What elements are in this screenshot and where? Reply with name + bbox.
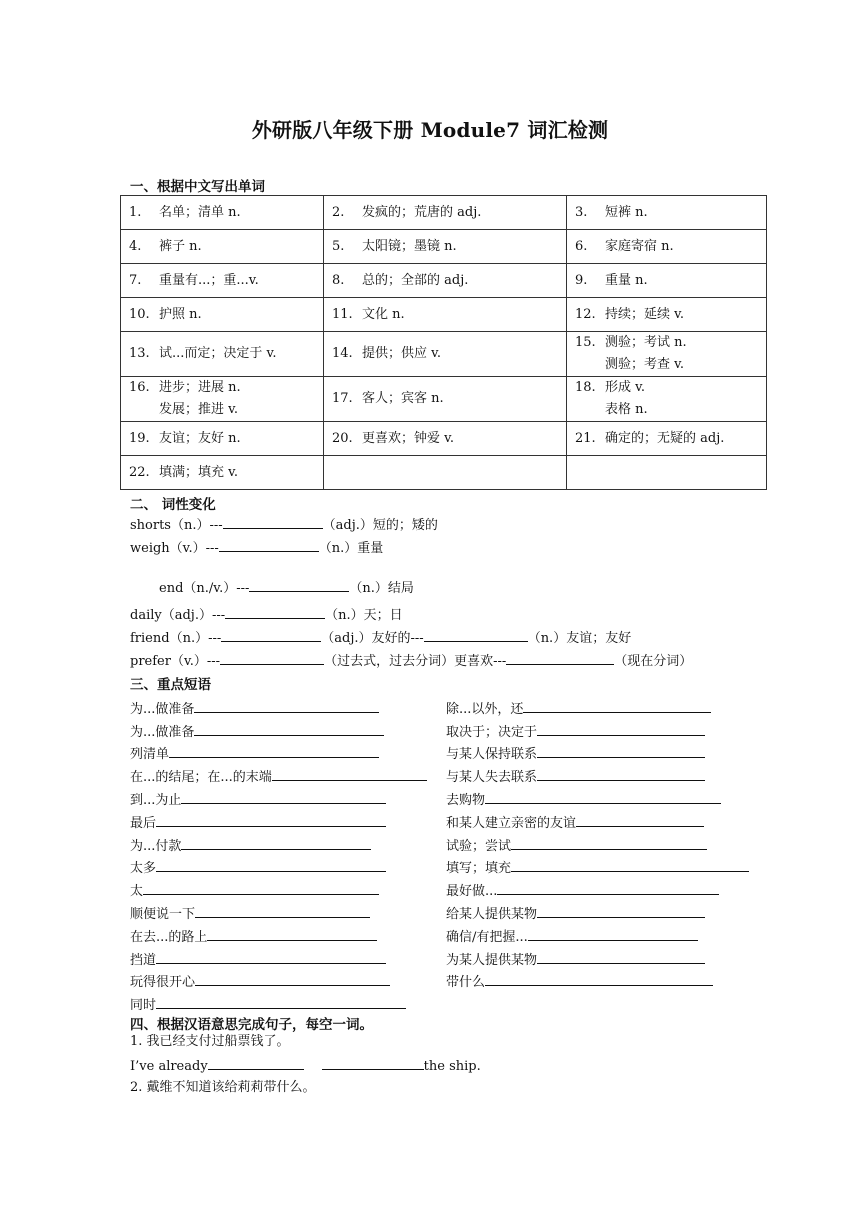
answer-blank[interactable] xyxy=(219,537,319,552)
item-number: 10. xyxy=(129,306,150,322)
wordform-prompt: end（n./v.）--- xyxy=(159,581,250,596)
item-prompt: 家庭寄宿 n. xyxy=(605,238,674,254)
answer-prefix: I’ve already xyxy=(130,1059,208,1074)
phrase-item xyxy=(446,831,746,854)
answer-blank[interactable] xyxy=(537,768,705,781)
phrase-item xyxy=(130,762,430,785)
phrase-prompt: 确信/有把握... xyxy=(446,929,528,945)
answer-blank[interactable] xyxy=(156,814,386,827)
wordform-prompt: shorts（n.）--- xyxy=(130,518,223,533)
answer-blank[interactable] xyxy=(195,973,390,986)
answer-blank[interactable] xyxy=(497,882,719,895)
answer-blank[interactable] xyxy=(220,650,324,665)
phrase-item xyxy=(446,694,746,717)
answer-suffix: the ship. xyxy=(423,1059,481,1074)
answer-blank[interactable] xyxy=(511,859,749,872)
phrase-item xyxy=(446,899,746,922)
answer-blank[interactable] xyxy=(537,745,705,758)
phrase-prompt: 填写；填充 xyxy=(446,861,512,877)
wordform-gloss: （n.）结局 xyxy=(349,581,414,596)
item-number: 3. xyxy=(575,204,588,220)
phrase-item xyxy=(130,945,430,968)
phrase-prompt: 顺便说一下 xyxy=(130,906,196,922)
phrase-prompt: 为某人提供某物 xyxy=(446,952,538,968)
answer-blank[interactable] xyxy=(143,882,379,895)
item-prompt-secondary: 测验；考查 v. xyxy=(605,357,685,372)
wordform-gloss: （adj.）友好的--- xyxy=(321,631,424,646)
wordform-prompt: friend（n.）--- xyxy=(130,631,222,646)
vocab-cell xyxy=(324,377,567,422)
phrase-prompt: 为...做准备 xyxy=(130,724,195,740)
phrase-item xyxy=(130,717,430,740)
wordform-gloss: （过去式，过去分词）更喜欢--- xyxy=(324,654,507,669)
phrase-item xyxy=(130,899,430,922)
item-number: 12. xyxy=(575,306,596,322)
phrase-prompt: 为...付款 xyxy=(130,838,182,854)
vocab-cell xyxy=(567,230,767,264)
phrase-item xyxy=(446,945,746,968)
phrase-item xyxy=(446,740,746,763)
vocab-cell xyxy=(324,230,567,264)
phrase-item xyxy=(130,922,430,945)
item-number: 17. xyxy=(332,391,353,406)
phrase-prompt: 与某人失去联系 xyxy=(446,770,538,786)
vocab-cell xyxy=(121,264,324,298)
wordform-line-6 xyxy=(130,650,692,672)
section3-heading: 三、重点短语 xyxy=(130,677,211,693)
answer-blank[interactable] xyxy=(272,768,427,781)
vocab-cell xyxy=(324,422,567,456)
item-number: 19. xyxy=(129,430,150,446)
section2-heading: 二、 词性变化 xyxy=(130,497,216,513)
vocab-cell xyxy=(121,298,324,332)
phrase-prompt: 给某人提供某物 xyxy=(446,906,538,922)
item-number: 2. xyxy=(332,204,345,220)
phrase-prompt: 除...以外，还 xyxy=(446,701,524,717)
item-prompt: 进步；进展 n. xyxy=(159,380,241,395)
item-prompt: 文化 n. xyxy=(362,306,405,322)
answer-blank[interactable] xyxy=(181,791,386,804)
phrase-prompt: 列清单 xyxy=(130,747,170,763)
item-prompt: 形成 v. xyxy=(605,380,646,395)
sentence-question-1: 1. 我已经支付过船票钱了。 xyxy=(130,1034,290,1049)
vocab-cell xyxy=(567,298,767,332)
phrase-prompt: 最好做... xyxy=(446,884,498,900)
answer-blank[interactable] xyxy=(195,905,370,918)
wordform-line-5 xyxy=(130,627,631,649)
phrase-prompt: 太 xyxy=(130,884,144,900)
vocab-table xyxy=(120,195,767,490)
vocab-cell xyxy=(567,264,767,298)
vocab-row xyxy=(121,196,767,230)
item-number: 18. xyxy=(575,380,596,395)
wordform-gloss: （n.）天；日 xyxy=(325,608,403,623)
answer-blank[interactable] xyxy=(181,837,371,850)
answer-blank[interactable] xyxy=(221,627,321,642)
phrase-item xyxy=(446,717,746,740)
answer-blank[interactable] xyxy=(537,905,705,918)
phrase-item xyxy=(130,876,430,899)
vocab-cell xyxy=(121,422,324,456)
answer-blank[interactable] xyxy=(506,650,614,665)
wordform-line-1 xyxy=(130,514,438,536)
item-prompt: 提供；供应 v. xyxy=(362,346,442,361)
answer-blank[interactable] xyxy=(424,627,528,642)
item-prompt: 重量 n. xyxy=(605,272,648,288)
wordform-prompt: daily（adj.）--- xyxy=(130,608,226,623)
answer-blank[interactable] xyxy=(249,577,349,592)
phrases-left-column xyxy=(130,694,430,1013)
answer-blank[interactable] xyxy=(207,928,377,941)
vocab-cell xyxy=(121,377,324,422)
answer-blank[interactable] xyxy=(485,973,713,986)
phrase-item xyxy=(446,922,746,945)
sentence-question-2: 2. 戴维不知道该给莉莉带什么。 xyxy=(130,1080,316,1095)
phrase-item xyxy=(130,740,430,763)
item-prompt: 确定的；无疑的 adj. xyxy=(605,430,725,446)
item-prompt: 填满；填充 v. xyxy=(159,464,239,480)
answer-blank[interactable] xyxy=(322,1055,424,1070)
wordform-gloss: （adj.）短的；矮的 xyxy=(322,518,438,533)
item-number: 20. xyxy=(332,430,353,446)
phrase-item xyxy=(446,762,746,785)
phrase-prompt: 去购物 xyxy=(446,792,486,808)
item-prompt: 持续；延续 v. xyxy=(605,306,685,322)
vocab-cell xyxy=(567,377,767,422)
phrase-prompt: 玩得很开心 xyxy=(130,975,196,991)
answer-blank[interactable] xyxy=(169,745,379,758)
answer-blank[interactable] xyxy=(156,951,386,964)
section4-heading: 四、根据汉语意思完成句子，每空一词。 xyxy=(130,1017,373,1033)
item-number: 9. xyxy=(575,272,588,288)
page-title: 外研版八年级下册 Module7 词汇检测 xyxy=(251,118,609,142)
phrase-prompt: 最后 xyxy=(130,815,157,831)
item-prompt: 短裤 n. xyxy=(605,204,648,220)
wordform-prompt: weigh（v.）--- xyxy=(130,541,219,556)
wordform-line-4 xyxy=(130,604,403,626)
phrase-item xyxy=(130,785,430,808)
phrase-prompt: 在去...的路上 xyxy=(130,929,208,945)
phrase-prompt: 到...为止 xyxy=(130,792,182,808)
item-prompt-secondary: 发展；推进 v. xyxy=(159,402,239,417)
answer-blank[interactable] xyxy=(576,814,704,827)
phrase-item xyxy=(446,854,746,877)
item-prompt: 重量有...；重...v. xyxy=(159,272,259,288)
item-number: 16. xyxy=(129,380,150,395)
answer-blank[interactable] xyxy=(528,928,698,941)
item-number: 14. xyxy=(332,346,353,361)
item-number: 7. xyxy=(129,272,142,288)
item-prompt: 裤子 n. xyxy=(159,238,202,254)
answer-blank[interactable] xyxy=(208,1055,304,1070)
wordform-gloss: （现在分词） xyxy=(614,654,693,669)
phrase-item xyxy=(130,990,430,1013)
vocab-cell xyxy=(121,230,324,264)
item-number: 22. xyxy=(129,464,150,480)
answer-blank[interactable] xyxy=(223,514,323,529)
answer-blank[interactable] xyxy=(156,859,386,872)
phrase-prompt: 试验；尝试 xyxy=(446,838,512,854)
vocab-row xyxy=(121,377,767,422)
answer-blank[interactable] xyxy=(537,951,705,964)
vocab-cell xyxy=(324,456,567,490)
item-prompt: 友谊；友好 n. xyxy=(159,430,241,446)
vocab-row xyxy=(121,332,767,377)
item-number: 11. xyxy=(332,306,353,322)
vocab-cell xyxy=(324,332,567,377)
vocab-row xyxy=(121,298,767,332)
item-number: 4. xyxy=(129,238,142,254)
phrase-prompt: 为...做准备 xyxy=(130,701,195,717)
item-number: 13. xyxy=(129,346,150,361)
vocab-cell xyxy=(567,422,767,456)
item-prompt: 总的；全部的 adj. xyxy=(362,272,469,288)
vocab-cell xyxy=(567,332,767,377)
vocab-cell xyxy=(324,196,567,230)
phrase-item xyxy=(130,831,430,854)
phrase-item xyxy=(130,694,430,717)
phrase-item xyxy=(130,808,430,831)
vocab-row xyxy=(121,456,767,490)
item-prompt: 测验；考试 n. xyxy=(605,335,687,350)
phrase-prompt: 太多 xyxy=(130,861,157,877)
answer-blank[interactable] xyxy=(194,700,379,713)
phrase-item xyxy=(130,968,430,991)
vocab-cell xyxy=(567,456,767,490)
vocab-cell xyxy=(567,196,767,230)
item-prompt: 更喜欢；钟爱 v. xyxy=(362,430,455,446)
item-number: 21. xyxy=(575,430,596,446)
item-prompt: 护照 n. xyxy=(159,306,202,322)
phrases-right-column xyxy=(446,694,746,990)
answer-blank[interactable] xyxy=(511,837,707,850)
vocab-cell xyxy=(324,264,567,298)
item-number: 8. xyxy=(332,272,345,288)
wordform-gloss: （n.）重量 xyxy=(318,541,384,556)
phrase-prompt: 在...的结尾；在...的末端 xyxy=(130,770,272,786)
phrase-prompt: 和某人建立亲密的友谊 xyxy=(446,815,577,831)
phrase-item xyxy=(130,854,430,877)
answer-blank[interactable] xyxy=(485,791,721,804)
vocab-row xyxy=(121,264,767,298)
vocab-row xyxy=(121,230,767,264)
phrase-prompt: 带什么 xyxy=(446,975,486,991)
vocab-row xyxy=(121,422,767,456)
answer-blank[interactable] xyxy=(194,723,384,736)
phrase-prompt: 与某人保持联系 xyxy=(446,747,538,763)
phrase-item xyxy=(446,968,746,991)
section1-heading: 一、根据中文写出单词 xyxy=(130,179,265,195)
wordform-prompt: prefer（v.）--- xyxy=(130,654,221,669)
item-prompt: 试...而定；决定于 v. xyxy=(159,346,277,361)
phrase-prompt: 取决于；决定于 xyxy=(446,724,538,740)
item-prompt-secondary: 表格 n. xyxy=(605,402,648,417)
item-number: 15. xyxy=(575,335,596,350)
phrase-prompt: 同时 xyxy=(130,998,157,1014)
phrase-item xyxy=(446,876,746,899)
wordform-line-2 xyxy=(130,537,383,559)
vocab-cell xyxy=(324,298,567,332)
item-prompt: 发疯的；荒唐的 adj. xyxy=(362,204,482,220)
item-number: 5. xyxy=(332,238,345,254)
answer-blank[interactable] xyxy=(537,723,705,736)
item-prompt: 客人；宾客 n. xyxy=(362,391,444,406)
vocab-cell xyxy=(121,332,324,377)
phrase-item xyxy=(446,808,746,831)
item-prompt: 太阳镜；墨镜 n. xyxy=(362,238,457,254)
item-prompt: 名单；清单 n. xyxy=(159,204,241,220)
item-number: 6. xyxy=(575,238,588,254)
wordform-gloss: （n.）友谊；友好 xyxy=(527,631,632,646)
item-number: 1. xyxy=(129,204,142,220)
answer-blank[interactable] xyxy=(156,996,406,1009)
phrase-item xyxy=(446,785,746,808)
sentence-answer-1 xyxy=(130,1055,481,1077)
answer-blank[interactable] xyxy=(523,700,711,713)
vocab-cell xyxy=(121,196,324,230)
vocab-cell xyxy=(121,456,324,490)
answer-blank[interactable] xyxy=(225,604,325,619)
phrase-prompt: 挡道 xyxy=(130,952,157,968)
wordform-line-3 xyxy=(159,577,414,599)
